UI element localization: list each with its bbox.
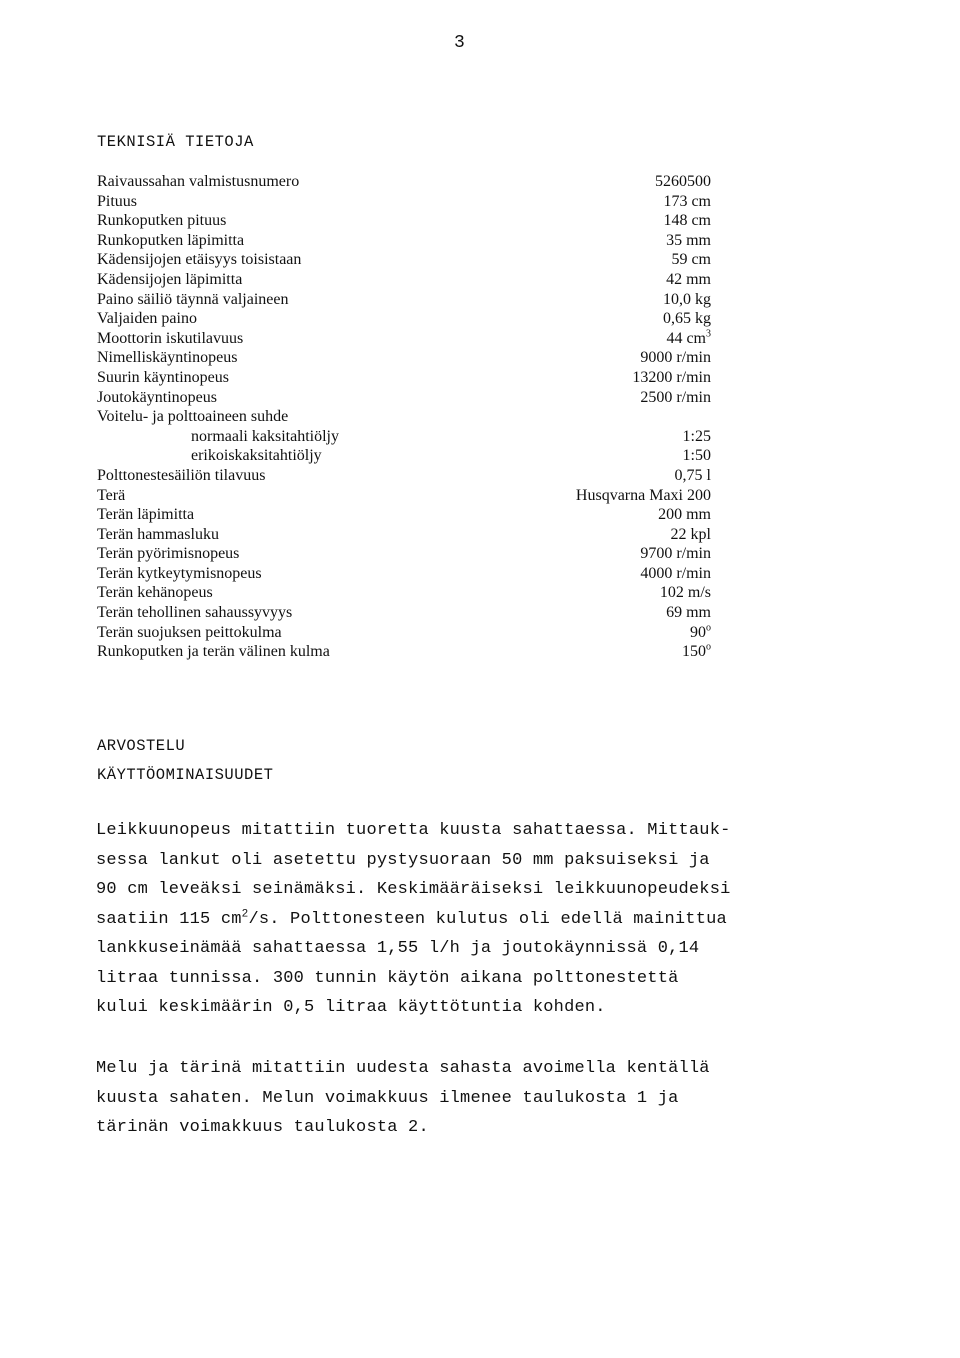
spec-row (97, 466, 711, 486)
spec-value-text: 22 kpl (670, 525, 711, 543)
spec-row (97, 623, 711, 643)
spec-label: normaali kaksitahtiöljy (191, 427, 339, 445)
spec-value-text: 150 (682, 643, 706, 661)
spec-row (97, 329, 711, 349)
spec-value-text: 102 m/s (659, 584, 711, 602)
spec-value-text: 173 cm (663, 192, 711, 210)
spec-row (97, 309, 711, 329)
section-title-evaluation: ARVOSTELU (97, 737, 186, 755)
spec-value (640, 348, 711, 368)
spec-label: Raivaussahan valmistusnumero (97, 173, 300, 190)
spec-value (671, 250, 711, 270)
spec-value (666, 329, 711, 349)
spec-value (576, 486, 711, 506)
spec-value-text: 9700 r/min (640, 545, 711, 563)
spec-value-text: 44 cm (666, 329, 706, 347)
spec-value-text: 148 cm (663, 212, 711, 230)
spec-value (640, 564, 711, 584)
spec-row (97, 388, 711, 408)
spec-label: Paino säiliö täynnä valjaineen (97, 290, 289, 308)
spec-label: Moottorin iskutilavuus (97, 329, 244, 347)
spec-label: Terän tehollinen sahaussyvyys (97, 604, 293, 622)
spec-label: Runkoputken läpimitta (97, 231, 245, 249)
spec-value-text: 200 mm (658, 506, 711, 524)
spec-value (655, 172, 711, 192)
spec-value (683, 446, 711, 466)
spec-value (663, 309, 711, 329)
paragraph-cutting-speed-part-a: Leikkuunopeus mitattiin tuoretta kuusta sahattaessa. Mittauk- sessa lankut oli asetettu pystysuoraan 50 mm paksuiseksi ja 90 cm leveäksi seinämäksi. Keskimääräiseksi leikkuunopeudeksi saatiin 115 cm (96, 821, 731, 929)
spec-label: Terän suojuksen peittokulma (97, 623, 282, 641)
superscript-squared: 2 (241, 907, 249, 920)
spec-value (663, 192, 711, 212)
spec-row (97, 270, 711, 290)
spec-row (97, 211, 711, 231)
paragraph-cutting-speed-part-b: /s. Polttonesteen kulutus oli edellä mainittua lankkuseinämää sahattaessa 1,55 l/h ja joutokäynnissä 0,14 litraa tunnissa. 300 tunnin käytön aikana polttonestettä kului keskimäärin 0,5 litraa käyttötuntia kohden. (96, 909, 727, 1017)
spec-value (666, 231, 711, 251)
spec-value-text: 1:25 (682, 427, 711, 445)
spec-label: Nimelliskäyntinopeus (97, 349, 238, 367)
spec-row (97, 192, 711, 212)
spec-value (663, 211, 711, 231)
spec-value (682, 642, 711, 662)
spec-value-text: 4000 r/min (640, 564, 711, 582)
spec-value-text: 90 (690, 623, 706, 641)
spec-value-text: Husqvarna Maxi 200 (575, 486, 711, 504)
spec-value-text: 13200 r/min (632, 368, 711, 386)
spec-value (640, 544, 711, 564)
spec-label: Voitelu- ja polttoaineen suhde (97, 408, 289, 426)
spec-value (663, 290, 711, 310)
spec-value-text: 35 mm (666, 231, 711, 249)
spec-row (97, 427, 711, 447)
spec-value-superscript: 3 (706, 328, 711, 340)
spec-value-text: 9000 r/min (640, 349, 711, 367)
spec-label: Terän läpimitta (97, 506, 195, 524)
spec-value (666, 603, 711, 623)
spec-label: Joutokäyntinopeus (97, 388, 217, 406)
spec-value (658, 505, 711, 525)
spec-row (97, 544, 711, 564)
spec-label: Polttonestesäiliön tilavuus (97, 466, 266, 484)
spec-value (632, 368, 711, 388)
spec-value-text: 0,75 l (674, 466, 711, 484)
spec-value-text: 1:50 (682, 447, 711, 465)
spec-value (683, 427, 711, 447)
spec-label: Kädensijojen läpimitta (97, 270, 243, 288)
spec-value-text: 2500 r/min (640, 388, 711, 406)
spec-row (97, 250, 711, 270)
spec-table (97, 172, 711, 662)
spec-row (97, 290, 711, 310)
spec-value (671, 525, 711, 545)
spec-value-superscript: o (706, 641, 711, 653)
spec-label: Runkoputken pituus (97, 212, 227, 230)
spec-value-text: 0,65 kg (663, 310, 711, 328)
spec-value-text: 59 cm (671, 251, 711, 269)
paragraph-cutting-speed (96, 816, 830, 1023)
spec-value-text: 5260500 (655, 173, 711, 190)
spec-value-text: 10,0 kg (663, 290, 711, 308)
spec-label: Pituus (97, 192, 138, 210)
spec-label: Terän kehänopeus (97, 584, 213, 602)
spec-row (97, 564, 711, 584)
spec-label: erikoiskaksitahtiöljy (191, 447, 322, 465)
spec-label: Suurin käyntinopeus (97, 368, 229, 386)
paragraph-noise-vibration: Melu ja tärinä mitattiin uudesta sahasta avoimella kentällä kuusta sahaten. Melun voimakkuus ilmenee taulukosta 1 ja tärinän voimakkuus taulukosta 2. (96, 1059, 710, 1137)
spec-row (97, 603, 711, 623)
spec-label: Runkoputken ja terän välinen kulma (97, 643, 330, 661)
spec-row (97, 348, 711, 368)
spec-row (97, 368, 711, 388)
spec-label: Terän kytkeytymisnopeus (97, 564, 262, 582)
spec-row (97, 231, 711, 251)
spec-value (666, 270, 711, 290)
spec-value (690, 623, 711, 643)
spec-row (97, 486, 711, 506)
spec-label: Kädensijojen etäisyys toisistaan (97, 251, 302, 269)
spec-label: Terä (97, 486, 126, 504)
spec-row (97, 642, 711, 662)
spec-value-text: 42 mm (666, 270, 711, 288)
spec-row (97, 525, 711, 545)
spec-row (97, 583, 711, 603)
spec-label: Valjaiden paino (97, 310, 197, 328)
spec-value-superscript: o (706, 622, 711, 634)
spec-row (97, 446, 711, 466)
section-title-technical-data: TEKNISIÄ TIETOJA (97, 133, 254, 151)
spec-label: Terän pyörimisnopeus (97, 545, 240, 563)
spec-row (97, 407, 711, 427)
spec-value (640, 388, 711, 408)
spec-value (660, 583, 711, 603)
spec-label: Terän hammasluku (97, 525, 219, 543)
section-title-usage-properties: KÄYTTÖOMINAISUUDET (97, 766, 274, 784)
spec-row (97, 505, 711, 525)
page-number: 3 (454, 33, 465, 53)
spec-value-text: 69 mm (666, 604, 711, 622)
spec-value (675, 466, 711, 486)
spec-row (97, 172, 711, 192)
